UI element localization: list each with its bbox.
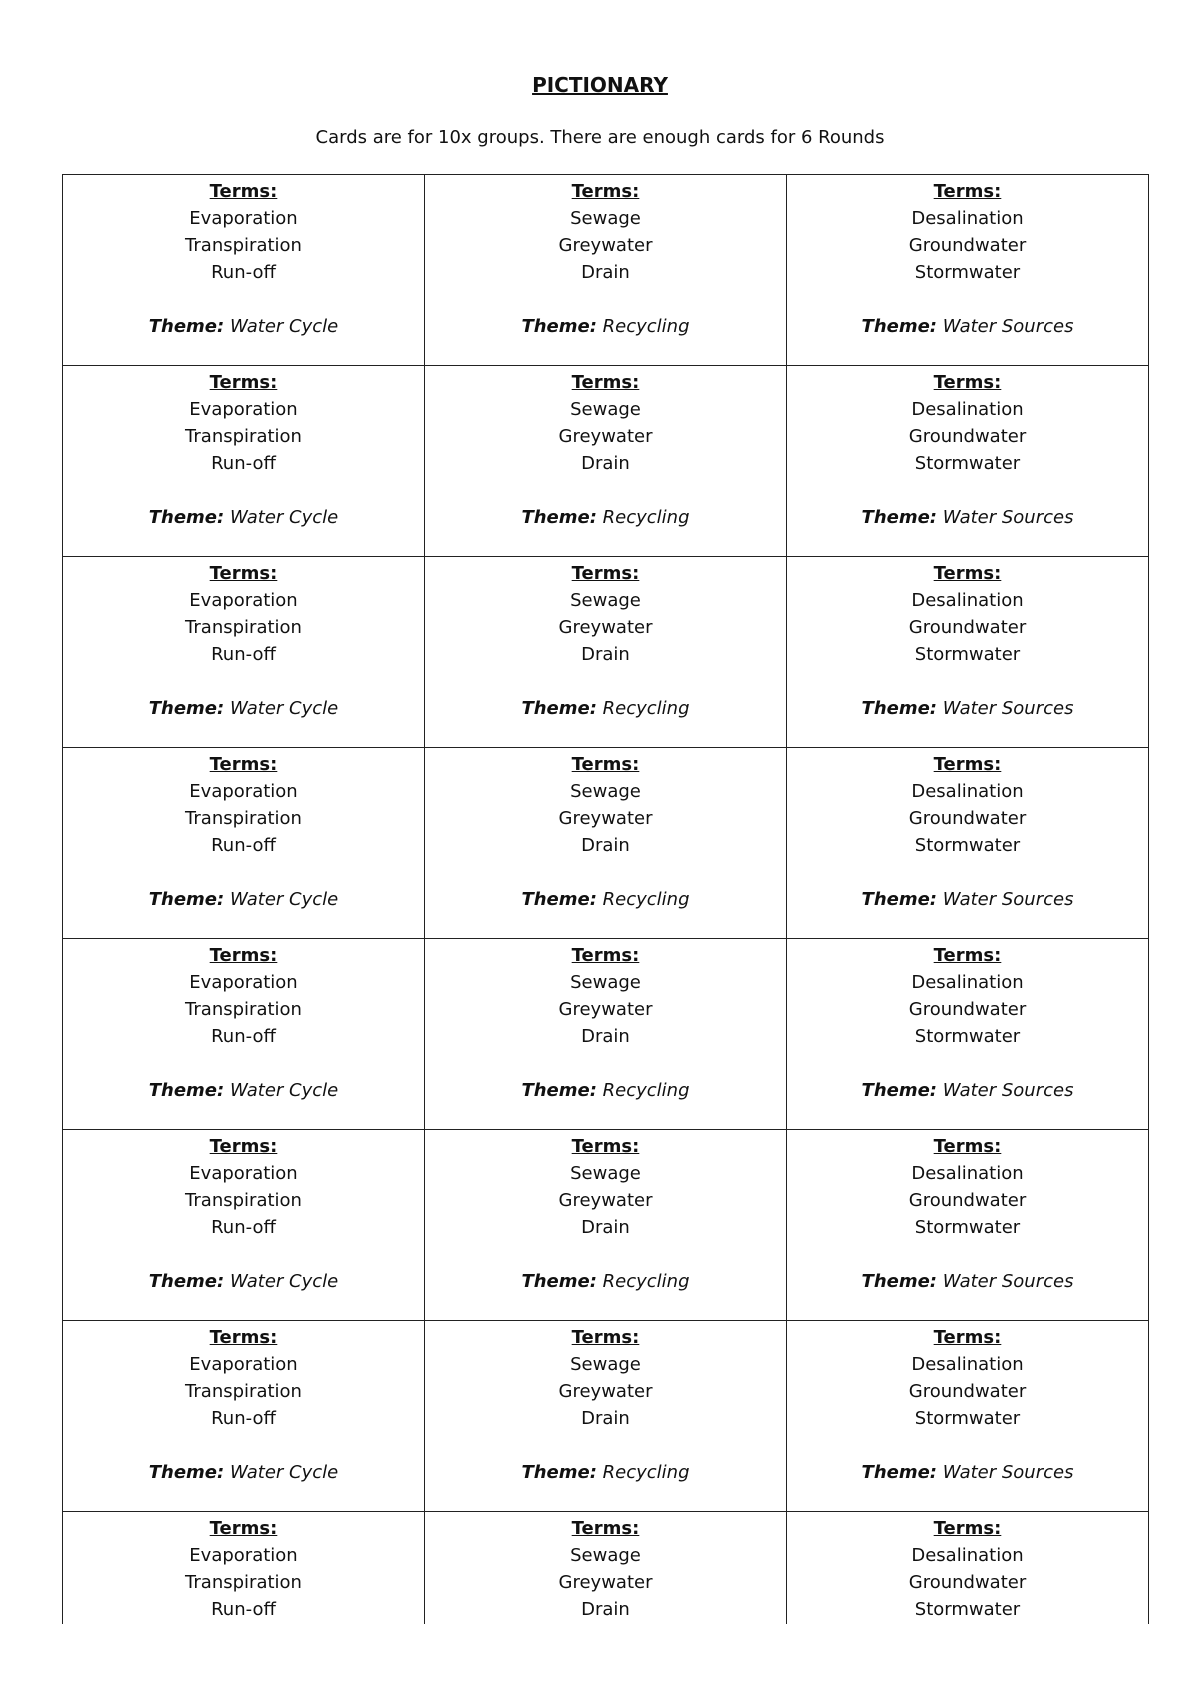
card-theme-value: Recycling (602, 1080, 690, 1101)
card-term: Stormwater (914, 1599, 1021, 1620)
card-theme-label: Theme: (148, 698, 225, 719)
card-theme-label: Theme: (521, 1462, 597, 1483)
pictionary-card (787, 1512, 1149, 1624)
card-term: Groundwater (908, 1381, 1027, 1402)
pictionary-card (787, 1321, 1149, 1512)
card-term: Run-off (211, 644, 276, 665)
card-term: Groundwater (908, 1190, 1027, 1211)
card-terms-heading: Terms: (209, 945, 278, 966)
card-term: Desalination (911, 1163, 1024, 1184)
card-theme-value: Water Cycle (229, 698, 339, 719)
card-term: Stormwater (914, 1408, 1021, 1429)
card-theme (63, 1459, 424, 1486)
card-theme-value: Water Sources (942, 1080, 1074, 1101)
card-term: Transpiration (185, 426, 302, 447)
card-term: Desalination (911, 208, 1024, 229)
card-theme-label: Theme: (521, 507, 597, 528)
card-terms-heading: Terms: (571, 181, 640, 202)
card-terms-heading: Terms: (933, 945, 1002, 966)
card-terms-heading: Terms: (933, 1518, 1002, 1539)
card-term: Stormwater (914, 1026, 1021, 1047)
card-term: Sewage (570, 781, 641, 802)
card-terms-heading: Terms: (933, 181, 1002, 202)
card-term: Transpiration (185, 1572, 302, 1593)
card-term: Drain (581, 644, 630, 665)
card-theme-value: Recycling (602, 507, 690, 528)
card-terms-heading: Terms: (571, 1518, 640, 1539)
card-term: Greywater (558, 808, 653, 829)
card-term: Sewage (570, 1545, 641, 1566)
card-term: Drain (581, 1599, 630, 1620)
card-terms-heading: Terms: (933, 563, 1002, 584)
card-term: Transpiration (185, 808, 302, 829)
card-term: Transpiration (185, 617, 302, 638)
card-term: Groundwater (908, 1572, 1027, 1593)
card-term: Drain (581, 1217, 630, 1238)
card-theme-value: Water Sources (942, 507, 1074, 528)
card-terms-heading: Terms: (571, 372, 640, 393)
pictionary-card (425, 1321, 787, 1512)
card-theme-value: Recycling (602, 316, 690, 337)
card-theme-value: Water Cycle (229, 507, 339, 528)
card-term: Transpiration (185, 1381, 302, 1402)
pictionary-card (787, 175, 1149, 366)
card-theme-label: Theme: (148, 1080, 225, 1101)
card-theme-value: Recycling (602, 1462, 690, 1483)
card-term: Greywater (558, 235, 653, 256)
card-theme-label: Theme: (861, 889, 938, 910)
card-term: Stormwater (914, 453, 1021, 474)
card-theme (787, 886, 1148, 913)
card-theme (63, 695, 424, 722)
card-theme (425, 695, 786, 722)
card-theme-label: Theme: (521, 889, 597, 910)
card-terms-heading: Terms: (571, 563, 640, 584)
card-term: Groundwater (908, 808, 1027, 829)
card-term: Groundwater (908, 999, 1027, 1020)
card-theme-value: Recycling (602, 1271, 690, 1292)
card-term: Stormwater (914, 835, 1021, 856)
card-term: Transpiration (185, 1190, 302, 1211)
card-term: Evaporation (189, 1163, 298, 1184)
card-theme-value: Water Sources (942, 698, 1074, 719)
card-theme (787, 1268, 1148, 1295)
card-theme-label: Theme: (861, 698, 938, 719)
card-term: Sewage (570, 399, 641, 420)
card-theme-label: Theme: (861, 507, 938, 528)
card-term: Desalination (911, 1545, 1024, 1566)
card-theme-value: Water Sources (942, 1271, 1074, 1292)
card-theme-label: Theme: (521, 698, 597, 719)
card-terms-heading: Terms: (209, 754, 278, 775)
card-term: Stormwater (914, 1217, 1021, 1238)
card-term: Drain (581, 835, 630, 856)
card-term: Run-off (211, 262, 276, 283)
card-terms-heading: Terms: (933, 754, 1002, 775)
card-theme (63, 886, 424, 913)
pictionary-card (787, 748, 1149, 939)
pictionary-card (425, 366, 787, 557)
card-terms-heading: Terms: (571, 1136, 640, 1157)
card-term: Groundwater (908, 235, 1027, 256)
card-term: Sewage (570, 208, 641, 229)
card-term: Evaporation (189, 1354, 298, 1375)
card-term: Sewage (570, 1163, 641, 1184)
card-theme (63, 1077, 424, 1104)
card-theme-label: Theme: (148, 889, 225, 910)
pictionary-card (63, 1321, 425, 1512)
card-theme-label: Theme: (861, 316, 938, 337)
card-theme (63, 504, 424, 531)
card-theme-value: Water Cycle (229, 316, 339, 337)
card-grid (62, 174, 1149, 1624)
card-term: Desalination (911, 399, 1024, 420)
card-term: Evaporation (189, 781, 298, 802)
card-terms-heading: Terms: (933, 372, 1002, 393)
card-term: Greywater (558, 1190, 653, 1211)
card-term: Transpiration (185, 235, 302, 256)
card-theme-label: Theme: (148, 1271, 225, 1292)
card-theme-value: Water Cycle (229, 1462, 339, 1483)
card-theme (787, 1459, 1148, 1486)
card-terms-heading: Terms: (933, 1136, 1002, 1157)
card-term: Evaporation (189, 399, 298, 420)
pictionary-card (63, 748, 425, 939)
card-term: Desalination (911, 590, 1024, 611)
pictionary-card (63, 1512, 425, 1624)
card-terms-heading: Terms: (571, 754, 640, 775)
card-theme (787, 695, 1148, 722)
card-term: Desalination (911, 1354, 1024, 1375)
pictionary-card (425, 557, 787, 748)
card-term: Sewage (570, 972, 641, 993)
pictionary-card (63, 175, 425, 366)
card-term: Greywater (558, 1381, 653, 1402)
pictionary-card (425, 748, 787, 939)
card-terms-heading: Terms: (571, 1327, 640, 1348)
card-theme (63, 313, 424, 340)
card-terms-heading: Terms: (209, 181, 278, 202)
card-term: Drain (581, 453, 630, 474)
pictionary-card (63, 557, 425, 748)
card-theme-value: Water Sources (942, 316, 1074, 337)
card-theme-value: Water Sources (942, 889, 1074, 910)
card-term: Stormwater (914, 644, 1021, 665)
card-theme (787, 1077, 1148, 1104)
card-theme (425, 1268, 786, 1295)
card-theme-label: Theme: (861, 1080, 938, 1101)
card-theme-label: Theme: (861, 1271, 938, 1292)
card-term: Run-off (211, 453, 276, 474)
card-theme-label: Theme: (148, 507, 225, 528)
card-terms-heading: Terms: (571, 945, 640, 966)
card-term: Run-off (211, 1599, 276, 1620)
card-theme (425, 313, 786, 340)
page-subtitle: Cards are for 10x groups. There are enough cards for 6 Rounds (315, 127, 885, 148)
card-term: Greywater (558, 999, 653, 1020)
card-term: Sewage (570, 1354, 641, 1375)
pictionary-card (63, 939, 425, 1130)
card-theme-label: Theme: (148, 1462, 225, 1483)
card-term: Evaporation (189, 972, 298, 993)
card-theme-value: Water Cycle (229, 1271, 339, 1292)
card-theme-label: Theme: (521, 1080, 597, 1101)
card-terms-heading: Terms: (209, 1518, 278, 1539)
card-theme-label: Theme: (521, 1271, 597, 1292)
card-theme (63, 1268, 424, 1295)
card-terms-heading: Terms: (209, 563, 278, 584)
card-term: Transpiration (185, 999, 302, 1020)
card-term: Greywater (558, 426, 653, 447)
card-theme-value: Recycling (602, 698, 690, 719)
card-terms-heading: Terms: (209, 1327, 278, 1348)
card-theme (425, 1077, 786, 1104)
card-term: Groundwater (908, 617, 1027, 638)
card-theme (425, 504, 786, 531)
card-term: Evaporation (189, 1545, 298, 1566)
card-terms-heading: Terms: (209, 372, 278, 393)
card-theme-value: Water Cycle (229, 889, 339, 910)
card-term: Greywater (558, 617, 653, 638)
card-term: Desalination (911, 972, 1024, 993)
card-theme-value: Water Cycle (229, 1080, 339, 1101)
pictionary-card (425, 175, 787, 366)
card-term: Sewage (570, 590, 641, 611)
pictionary-card (787, 939, 1149, 1130)
card-terms-heading: Terms: (933, 1327, 1002, 1348)
card-term: Run-off (211, 1026, 276, 1047)
card-term: Greywater (558, 1572, 653, 1593)
card-term: Desalination (911, 781, 1024, 802)
card-term: Run-off (211, 835, 276, 856)
card-theme-value: Water Sources (942, 1462, 1074, 1483)
pictionary-card (63, 1130, 425, 1321)
card-term: Stormwater (914, 262, 1021, 283)
card-theme (787, 504, 1148, 531)
card-term: Evaporation (189, 208, 298, 229)
pictionary-card (787, 557, 1149, 748)
card-theme (425, 1459, 786, 1486)
pictionary-card (425, 1512, 787, 1624)
page-title: PICTIONARY (532, 73, 668, 97)
pictionary-card (787, 1130, 1149, 1321)
pictionary-card (425, 939, 787, 1130)
card-theme-label: Theme: (861, 1462, 938, 1483)
card-theme-label: Theme: (148, 316, 225, 337)
pictionary-card (425, 1130, 787, 1321)
card-term: Run-off (211, 1408, 276, 1429)
card-term: Drain (581, 262, 630, 283)
card-term: Evaporation (189, 590, 298, 611)
pictionary-card (63, 366, 425, 557)
card-terms-heading: Terms: (209, 1136, 278, 1157)
card-theme (425, 886, 786, 913)
card-theme-label: Theme: (521, 316, 597, 337)
card-term: Run-off (211, 1217, 276, 1238)
pictionary-card (787, 366, 1149, 557)
card-term: Drain (581, 1026, 630, 1047)
card-theme (787, 313, 1148, 340)
card-term: Drain (581, 1408, 630, 1429)
card-theme-value: Recycling (602, 889, 690, 910)
card-term: Groundwater (908, 426, 1027, 447)
